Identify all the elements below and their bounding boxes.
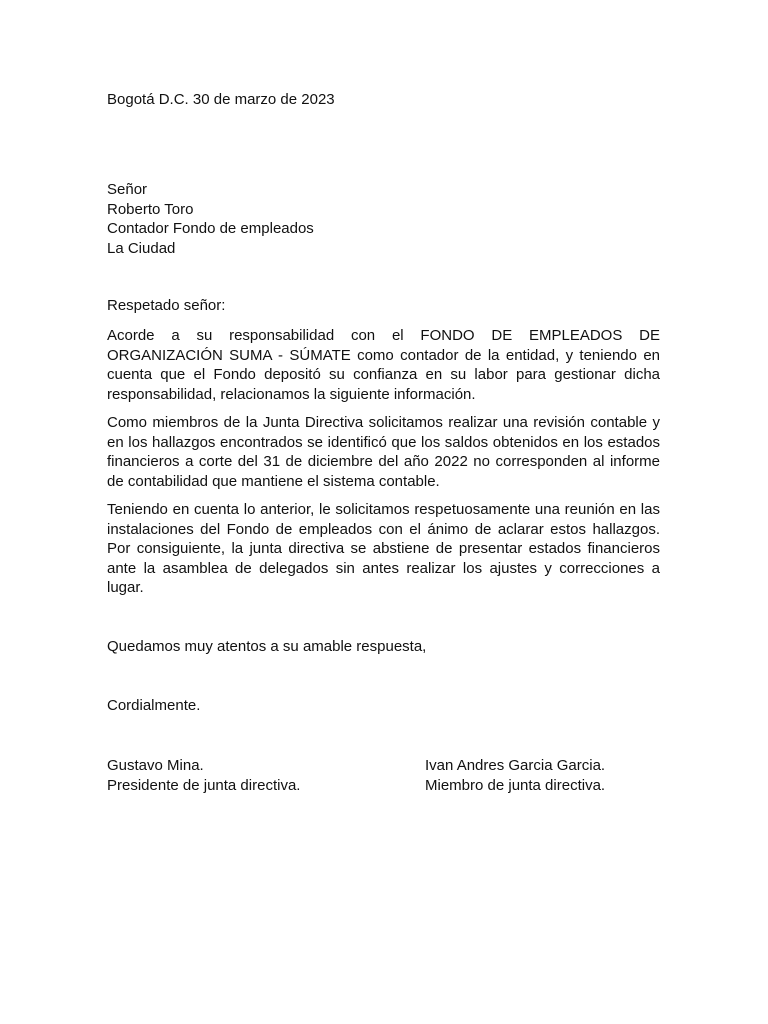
signatory-right-name: Ivan Andres Garcia Garcia. [425,757,606,774]
signatory-right [425,756,605,795]
body-paragraph-2: Como miembros de la Junta Directiva solicitamos realizar una revisión contable y en los hallazgos encontrados se identificó que los saldos obtenidos en los estados financieros a corte del 31 de diciembre del año 2022 no corresponden al informe de contabilidad que mantiene el sistema contable. [107,414,660,490]
sign-off: Cordialmente. [107,697,201,714]
recipient-salutation-title: Señor [107,181,148,198]
body-paragraph-3: Teniendo en cuenta lo anterior, le solicitamos respetuosamente una reunión en las instalaciones del Fondo de empleados con el ánimo de aclarar estos hallazgos. Por consiguiente, la junta directiva se abstiene de presentar estados financieros ante la asamblea de delegados sin antes realizar los ajustes y correcciones a lugar. [107,501,660,596]
signatory-left-title: Presidente de junta directiva. [107,776,301,794]
recipient-city: La Ciudad [107,239,176,257]
recipient-name: Roberto Toro [107,200,194,218]
date-line: Bogotá D.C. 30 de marzo de 2023 [107,91,335,108]
recipient-position: Contador Fondo de empleados [107,220,314,237]
closing-line: Quedamos muy atentos a su amable respuesta, [107,638,427,655]
signatory-left-name: Gustavo Mina. [107,757,204,774]
signatory-right-title: Miembro de junta directiva. [425,776,606,794]
signatory-left [107,756,300,795]
recipient-block [107,180,314,258]
salutation: Respetado señor: [107,297,226,314]
body-paragraph-1: Acorde a su responsabilidad con el FONDO DE EMPLEADOS DE ORGANIZACIÓN SUMA - SÚMATE como contador de la entidad, y teniendo en cuenta que el Fondo depositó su confianza en su labor para gestionar dicha responsabilidad, relacionamos la siguiente información. [107,327,660,403]
